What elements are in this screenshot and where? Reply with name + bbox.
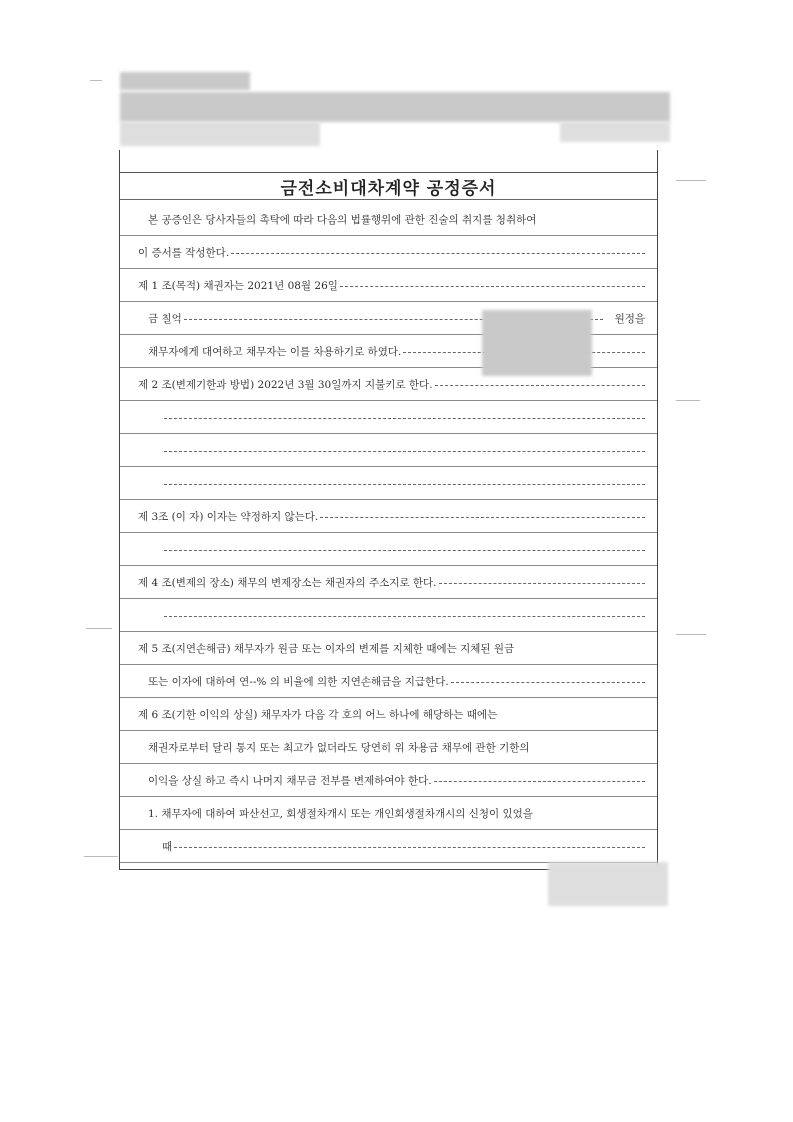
line-text: 제 5 조(지연손해금) 채무자가 원금 또는 이자의 변제를 지체한 때에는 지체된 원금 (138, 642, 515, 655)
scan-mark (86, 628, 112, 629)
dash-fill (231, 253, 645, 254)
line-text: 채무자에게 대여하고 채무자는 이를 차용하기로 하였다. (148, 345, 402, 358)
document-line (120, 467, 657, 500)
document-line (120, 599, 657, 632)
dash-fill (164, 484, 645, 485)
document-line (120, 566, 657, 599)
document-line (120, 632, 657, 665)
scan-mark (676, 180, 706, 181)
scan-mark (90, 80, 102, 81)
line-text: 또는 이자에 대하여 연--% 의 비율에 의한 지연손해금을 지급한다. (148, 675, 449, 688)
line-text: 이익을 상실 하고 즉시 나머지 채무금 전부를 변제하여야 한다. (148, 774, 432, 787)
line-text: 금 칠억 (148, 312, 182, 325)
document-line (120, 269, 657, 302)
scan-mark (676, 400, 700, 401)
line-text: 때 (162, 840, 173, 853)
line-text: 본 공증인은 당사자들의 촉탁에 따라 다음의 법률행위에 관한 진술의 취지를 청취하여 (148, 213, 537, 226)
document-line (120, 500, 657, 533)
dash-fill (320, 517, 645, 518)
line-tail-text: 원정을 (614, 312, 645, 325)
document-line (120, 401, 657, 434)
line-text: 1. 채무자에 대하여 파산선고, 회생절차개시 또는 개인회생절차개시의 신청이 있었을 (148, 807, 533, 820)
redacted-header-block (120, 122, 320, 146)
document-line (120, 203, 657, 236)
line-text: 이 증서를 작성한다. (138, 246, 230, 259)
document-line (120, 731, 657, 764)
scan-mark (676, 634, 706, 635)
document-line (120, 434, 657, 467)
dash-fill (164, 418, 645, 419)
dash-fill (434, 781, 645, 782)
dash-fill (164, 451, 645, 452)
line-text: 제 2 조(변제기한과 방법) 2022년 3월 30일까지 지불키로 한다. (138, 378, 433, 391)
document-frame (119, 150, 658, 870)
dash-fill (439, 583, 646, 584)
dash-fill (164, 550, 645, 551)
dash-fill (451, 682, 645, 683)
redacted-footer (548, 862, 668, 906)
document-line (120, 698, 657, 731)
dash-fill (174, 847, 645, 848)
document-title: 금전소비대차계약 공정증서 (120, 172, 657, 200)
redacted-header-block (120, 72, 250, 90)
dash-fill (435, 385, 645, 386)
line-text: 제 3조 (이 자) 이자는 약정하지 않는다. (138, 510, 319, 523)
scan-mark (84, 856, 118, 857)
line-text: 채권자로부터 달리 통지 또는 최고가 없더라도 당연히 위 차용금 채무에 관한 기한의 (148, 741, 530, 754)
line-text: 제 1 조(목적) 채권자는 2021년 08월 26일 (138, 279, 338, 292)
dash-fill (164, 616, 645, 617)
document-line (120, 830, 657, 863)
redacted-amount (482, 310, 592, 376)
document-line (120, 236, 657, 269)
redacted-header-block (120, 92, 670, 122)
document-line (120, 764, 657, 797)
line-text: 제 6 조(기한 이익의 상실) 채무자가 다음 각 호의 어느 하나에 해당하는 때에는 (138, 708, 498, 721)
line-text: 제 4 조(변제의 장소) 채무의 변제장소는 채권자의 주소지로 한다. (138, 576, 437, 589)
document-line (120, 797, 657, 830)
document-line (120, 665, 657, 698)
document-line (120, 533, 657, 566)
dash-fill (340, 286, 645, 287)
redacted-header-block (560, 122, 670, 142)
